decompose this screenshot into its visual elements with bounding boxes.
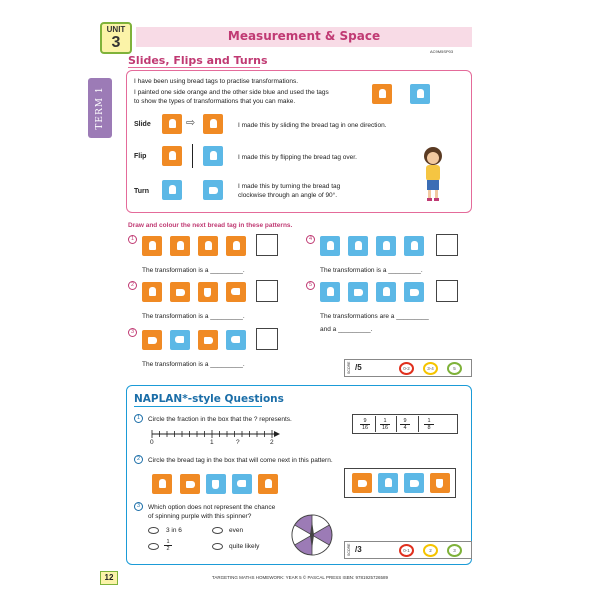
- score-range-mid: 3-4: [423, 362, 438, 375]
- section-title: Slides, Flips and Turns: [128, 54, 268, 67]
- bread-tag-option[interactable]: [352, 473, 372, 493]
- bread-tag-blue: [232, 474, 252, 494]
- bread-tag-orange: [142, 330, 162, 350]
- flip-label: Flip: [134, 153, 147, 160]
- question-number: 5: [306, 281, 315, 290]
- bread-tag-orange: [198, 282, 218, 302]
- fraction-option[interactable]: 9 16: [361, 418, 369, 431]
- arrow-right-icon: ⇨: [186, 117, 196, 129]
- numberline-label-2: 2: [270, 439, 274, 446]
- bread-tag-blue: [404, 236, 424, 256]
- bread-tag-orange: [258, 474, 278, 494]
- bread-tag-orange: [198, 330, 218, 350]
- option-radio[interactable]: [148, 543, 159, 550]
- turn-text-1: I made this by turning the bread tag: [238, 183, 341, 190]
- fraction-option[interactable]: 1 8: [424, 418, 434, 431]
- numberline-label-1: 1: [210, 439, 214, 446]
- option-a: 3 in 6: [166, 527, 182, 534]
- answer-box[interactable]: [436, 280, 458, 302]
- footer-text: TARGETING MATHS HOMEWORK: YEAR 5 © PASCAL PRESS ISBN: 9781925726589: [211, 575, 389, 580]
- score-range-low: 0-1: [399, 544, 414, 557]
- bread-tag-orange: [170, 282, 190, 302]
- spinner: [290, 513, 334, 557]
- curriculum-code: AC9M5SP03: [430, 49, 454, 54]
- bread-tag-blue: [320, 236, 340, 256]
- score-label: SCORE: [347, 361, 351, 374]
- intro-line-1: I have been using bread tags to practise transformations.: [134, 78, 299, 85]
- term-tab: [88, 78, 112, 138]
- bread-tag-blue: [226, 330, 246, 350]
- girl-illustration: [418, 146, 448, 202]
- unit-label: UNIT: [106, 25, 126, 34]
- divider: [375, 416, 376, 432]
- divider: [418, 416, 419, 432]
- number-line: [146, 426, 286, 448]
- question-number: 2: [128, 281, 137, 290]
- bread-tag-blue-rotated: [203, 180, 223, 200]
- bread-tag-orange: [372, 84, 392, 104]
- bread-tag-blue: [348, 282, 368, 302]
- bread-tag-orange: [142, 236, 162, 256]
- score-label: SCORE: [347, 543, 351, 556]
- bread-tag-blue: [206, 474, 226, 494]
- option-radio[interactable]: [148, 527, 159, 534]
- n-q3-text-1: Which option does not represent the chance: [148, 504, 276, 511]
- option-c: even: [229, 527, 244, 534]
- question-number: 3: [134, 502, 143, 511]
- option-radio[interactable]: [212, 527, 223, 534]
- term-label: TERM 1: [95, 86, 105, 130]
- option-b: 1 2: [164, 539, 172, 552]
- answer-box[interactable]: [436, 234, 458, 256]
- bread-tag-orange: [170, 236, 190, 256]
- unit-badge: [100, 22, 132, 54]
- question-number: 3: [128, 328, 137, 337]
- answer-box[interactable]: [256, 234, 278, 256]
- intro-line-2: I painted one side orange and the other side blue and used the tags: [134, 89, 329, 96]
- slide-text: I made this by sliding the bread tag in one direction.: [238, 122, 387, 129]
- q4-text: The transformation is a _________.: [320, 267, 423, 274]
- fraction-option[interactable]: 1 16: [381, 418, 389, 431]
- flip-text: I made this by flipping the bread tag over.: [238, 154, 357, 161]
- page-title: Measurement & Space: [227, 29, 381, 43]
- q5-text-1: The transformations are a _________: [320, 313, 429, 320]
- score-box: [344, 541, 472, 559]
- bread-tag-option[interactable]: [430, 473, 450, 493]
- bread-tag-orange: [226, 236, 246, 256]
- divider: [396, 416, 397, 432]
- bread-tag-blue: [410, 84, 430, 104]
- score-value: /3: [355, 545, 362, 554]
- mirror-line: [192, 144, 193, 168]
- q3-text: The transformation is a _________.: [142, 361, 245, 368]
- answer-box[interactable]: [256, 328, 278, 350]
- patterns-heading: Draw and colour the next bread tag in these patterns.: [128, 222, 293, 229]
- question-number: 2: [134, 455, 143, 464]
- title-underline: [128, 67, 260, 68]
- score-box: [344, 359, 472, 377]
- score-value: /5: [355, 363, 362, 372]
- turn-text-2: clockwise through an angle of 90°.: [238, 192, 338, 199]
- question-number: 4: [306, 235, 315, 244]
- bread-tag-blue: [170, 330, 190, 350]
- score-range-mid: 2: [423, 544, 438, 557]
- unit-number: 3: [111, 34, 121, 51]
- bread-tag-blue: [203, 146, 223, 166]
- answer-box[interactable]: [256, 280, 278, 302]
- numberline-label-question: ?: [236, 439, 240, 446]
- score-range-high: 3: [447, 544, 462, 557]
- score-range-low: 0-2: [399, 362, 414, 375]
- n-q1-text: Circle the fraction in the box that the ? represents.: [148, 416, 292, 423]
- n-q3-text-2: of spinning purple with this spinner?: [148, 513, 252, 520]
- bread-tag-blue: [376, 282, 396, 302]
- slide-label: Slide: [134, 121, 151, 128]
- question-number: 1: [134, 414, 143, 423]
- bread-tag-orange: [198, 236, 218, 256]
- q2-text: The transformation is a _________.: [142, 313, 245, 320]
- question-number: 1: [128, 235, 137, 244]
- bread-tag-orange: [162, 114, 182, 134]
- intro-line-3: to show the types of transformations that you can make.: [134, 98, 296, 105]
- score-range-high: 5: [447, 362, 462, 375]
- fraction-option[interactable]: 9 4: [400, 418, 410, 431]
- bread-tag-blue: [348, 236, 368, 256]
- bread-tag-blue: [376, 236, 396, 256]
- page-number: 12: [100, 571, 118, 585]
- naplan-title: NAPLAN*-style Questions: [134, 393, 284, 405]
- bread-tag-blue: [320, 282, 340, 302]
- option-radio[interactable]: [212, 543, 223, 550]
- bread-tag-option[interactable]: [378, 473, 398, 493]
- bread-tag-orange: [226, 282, 246, 302]
- bread-tag-blue: [162, 180, 182, 200]
- q1-text: The transformation is a _________.: [142, 267, 245, 274]
- option-d: quite likely: [229, 543, 260, 550]
- bread-tag-blue: [404, 282, 424, 302]
- n-q2-text: Circle the bread tag in the box that will come next in this pattern.: [148, 457, 333, 464]
- bread-tag-orange: [180, 474, 200, 494]
- numberline-label-0: 0: [150, 439, 154, 446]
- naplan-underline: [134, 406, 262, 407]
- bread-tag-orange: [142, 282, 162, 302]
- bread-tag-orange: [203, 114, 223, 134]
- bread-tag-orange: [162, 146, 182, 166]
- bread-tag-option[interactable]: [404, 473, 424, 493]
- bread-tag-orange: [152, 474, 172, 494]
- q5-text-2: and a _________.: [320, 326, 373, 333]
- turn-label: Turn: [134, 188, 150, 195]
